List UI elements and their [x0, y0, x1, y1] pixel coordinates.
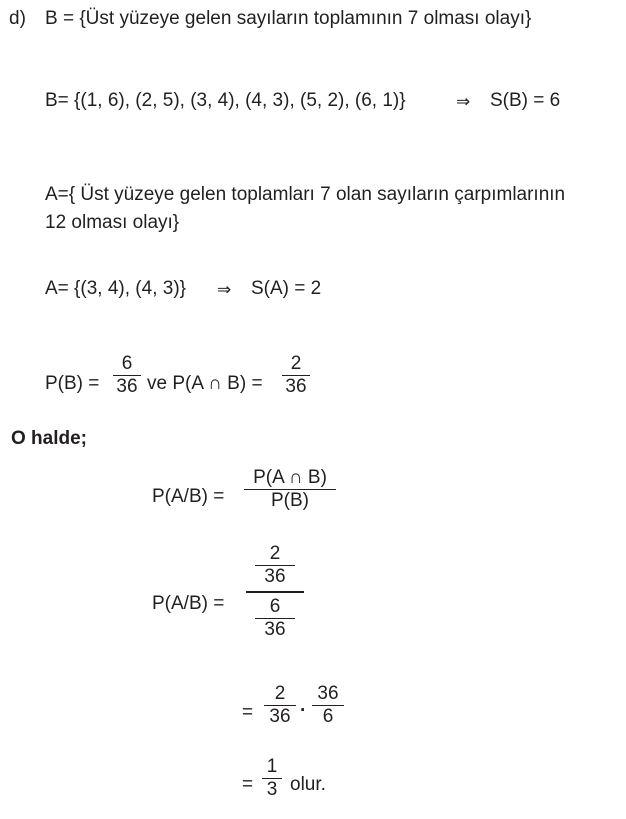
multiply-fraction-a — [264, 683, 296, 728]
pb-numerator: 6 — [121, 353, 133, 374]
conditional-label: P(A/B) = — [152, 486, 225, 507]
equals-sign: = — [242, 702, 254, 723]
implies-arrow-icon: ⇒ — [456, 92, 471, 112]
complex-top-numerator: 2 — [269, 543, 281, 564]
pb-denominator: 36 — [116, 376, 138, 398]
s-b-value: S(B) = 6 — [490, 90, 561, 111]
conditional-numerator: P(A ∩ B) — [253, 467, 327, 488]
b-set: B= {(1, 6), (2, 5), (3, 4), (4, 3), (5, 2), (6, 1)} — [45, 90, 406, 111]
a-event-definition-line2: 12 olması olayı} — [45, 212, 180, 233]
complex-bottom-numerator: 6 — [269, 595, 281, 617]
ve-pab-label: ve P(A ∩ B) = — [147, 373, 263, 394]
pb-label: P(B) = — [45, 373, 100, 394]
conditional-label-2: P(A/B) = — [152, 593, 225, 614]
conditional-denominator: P(B) — [271, 490, 309, 512]
multiply-dot: · — [300, 700, 307, 721]
conditional-formula-fraction — [244, 467, 336, 512]
a-event-definition-line1: A={ Üst yüzeye gelen toplamları 7 olan sayıların çarpımlarının — [45, 184, 566, 205]
pab-numerator: 2 — [290, 353, 302, 374]
multiply-fraction-b — [312, 683, 344, 728]
main-fraction-bar — [246, 591, 304, 592]
complex-top-fraction — [255, 543, 295, 588]
pb-fraction — [113, 353, 141, 398]
multiply-a-denominator: 36 — [269, 706, 291, 728]
b-event-definition: B = {Üst yüzeye gelen sayıların toplamının 7 olması olayı} — [45, 8, 532, 29]
complex-top-denominator: 36 — [264, 566, 286, 588]
result-fraction — [262, 756, 282, 801]
multiply-b-numerator: 36 — [317, 683, 339, 704]
implies-arrow-icon: ⇒ — [217, 280, 232, 300]
pab-denominator: 36 — [285, 376, 307, 398]
a-set: A= {(3, 4), (4, 3)} — [45, 278, 186, 299]
pab-fraction — [282, 353, 310, 398]
result-text: olur. — [290, 774, 326, 795]
multiply-b-denominator: 6 — [322, 706, 334, 728]
multiply-a-numerator: 2 — [274, 683, 286, 704]
complex-bottom-denominator: 36 — [264, 619, 286, 641]
part-label: d) — [9, 8, 26, 29]
complex-bottom-fraction — [255, 596, 295, 641]
result-numerator: 1 — [266, 756, 278, 777]
conclusion-heading: O halde; — [11, 428, 88, 449]
s-a-value: S(A) = 2 — [251, 278, 322, 299]
result-denominator: 3 — [266, 779, 278, 801]
complex-fraction — [246, 543, 304, 641]
equals-sign-2: = — [242, 774, 254, 795]
